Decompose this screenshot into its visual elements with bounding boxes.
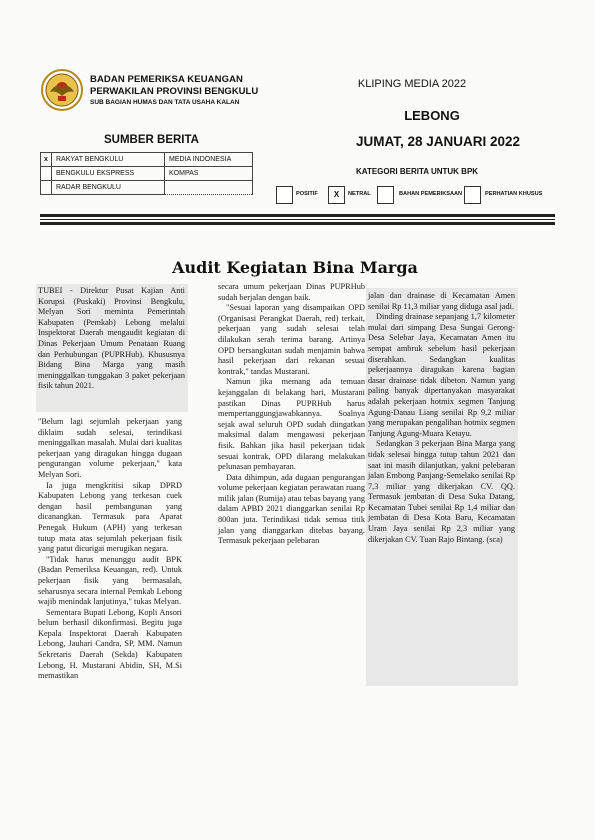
article-paragraph: jalan dan drainase di Kecamatan Amen senilai Rp 11,3 miliar yang diduga asal jadi. [368, 291, 515, 311]
source-mark [41, 181, 52, 195]
article-paragraph: Sedangkan 3 pekerjaan Bina Marga yang tidak selesai hingga tutup tahun 2021 dan saat ini masih dilanjutkan, yakni pelebaran jalan Embong Panjang-Semelako senilai Rp 7,3 miliar yang dikerjakan CV. QQ. Termasuk jembatan di Desa Suka Datang, Kecamatan Tubei senilai Rp 1,4 miliar dan jembatan di Desa Kota Baru, Kecamatan Uram Jaya senilai Rp 2,3 miliar yang dikerjakan CV. Tuan Rajo Bintang. (sca) [368, 439, 515, 544]
article-column-1-top [38, 286, 185, 392]
article-column-1-bottom [38, 417, 182, 682]
source-section-title: SUMBER BERITA [104, 134, 199, 146]
source-table [40, 152, 253, 195]
category-checkbox-positif [276, 186, 293, 204]
divider-rule [40, 214, 555, 217]
date-title: JUMAT, 28 JANUARI 2022 [355, 134, 521, 149]
category-checkbox-bahan [377, 186, 394, 204]
article-paragraph: Dinding drainase sepanjang 1,7 kilometer mulai dari simpang Desa Sungai Gerong-Desa Selebar Jaya, Kecamatan Amen itu sempat ambruk sebelum hasil pekerjaan diserahkan. Sedangkan kualitas pekerjaannya diragukan karena bagian dasar drainase tidak dibeton. Namun yang paling banyak dipertanyakan masyarakat adalah pekerjaan hotmix segmen Tanjung Agung-Danau Liang senilai Rp 9,2 miliar yang merupakan pengalihan hotmix segmen Tanjung Agung-Muara Ketayu. [368, 312, 515, 438]
source-row [41, 181, 253, 195]
article-paragraph: secara umum pekerjaan Dinas PUPRHub sudah berjalan dengan baik. [218, 282, 365, 302]
article-column-2 [218, 282, 365, 547]
article-paragraph: Namun jika memang ada temuan kejanggalan di belakang hari, Mustarani pastikan Dinas PUPRHub harus mempertanggungjawabkannya. Soalnya sejak awal seluruh OPD sudah diingatkan maksimal dalam mengawasi pekerjaan fisik. Bahkan jika hasil pekerjaan tidak sesuai kontrak, OPD dilarang melakukan pelunasan pembayaran. [218, 377, 365, 472]
category-checkbox-perhatian [464, 186, 481, 204]
source-name-blank [165, 181, 253, 195]
source-row [41, 167, 253, 181]
kliping-title: KLIPING MEDIA 2022 [357, 78, 467, 90]
source-row [41, 153, 253, 167]
divider-rule [40, 219, 555, 220]
category-label: NETRAL [348, 191, 371, 197]
article-paragraph: Data dihimpun, ada dugaan pengurangan volume pekerjaan kegiatan perawatan ruang milik jalan (Rumija) atau tebas bayang yang dalam APBD 2021 dianggarkan senilai Rp 800an juta. Terindikasi tidak semua titik jalan yang dianggarkan ditebas bayang. Termasuk pekerjaan pelebaran [218, 472, 365, 546]
category-options [276, 186, 556, 203]
category-label: POSITIF [296, 191, 318, 197]
region-title: LEBONG [404, 108, 460, 123]
category-title: KATEGORI BERITA UNTUK BPK [356, 167, 479, 176]
source-name: MEDIA INDONESIA [165, 153, 253, 167]
org-name-line2: PERWAKILAN PROVINSI BENGKULU [90, 86, 259, 97]
article-column-3 [368, 291, 515, 545]
source-name: RAKYAT BENGKULU [52, 153, 165, 167]
source-mark [41, 167, 52, 181]
org-name-line1: BADAN PEMERIKSA KEUANGAN [90, 74, 243, 85]
article-paragraph: "Belum lagi sejumlah pekerjaan yang diklaim sudah selesai, terindikasi meninggalkan masalah. Mulai dari kualitas pekerjaan yang diragukan hingga dugaan pengurangan volume pekerjaan," kata Melyan Sori. [38, 417, 182, 479]
article-paragraph: TUBEI - Direktur Pusat Kajian Anti Korupsi (Puskaki) Provinsi Bengkulu, Melyan Sori meminta Pemerintah Kabupaten (Pemkab) Lebong melalui Inspektorat Daerah mengaudit kegiatan di Dinas Pekerjaan Umum Penataan Ruang dan Perhubungan (PUPRHub). Khususnya Bidang Bina Marga yang masih meninggalkan tunggakan 3 paket pekerjaan fisik tahun 2021. [38, 286, 185, 391]
bpk-emblem-icon [40, 68, 84, 112]
source-name: KOMPAS [165, 167, 253, 181]
article-paragraph: Sementara Bupati Lebong, Kopli Ansori belum berhasil dikonfirmasi. Begitu juga Kepala Inspektorat Daerah Kabupaten Lebong, Jauhari Candra, SP, MM. Namun Sekretaris Daerah (Sekda) Kabupaten Lebong, H. Mustarani Abidin, SH, M.Si memastikan [38, 607, 182, 681]
category-checkbox-netral: X [328, 186, 345, 204]
org-name-line3: SUB BAGIAN HUMAS DAN TATA USAHA KALAN [90, 99, 240, 106]
divider-rule [40, 222, 555, 225]
source-name: BENGKULU EKSPRESS [52, 167, 165, 181]
source-mark: x [41, 153, 52, 167]
article-headline: Audit Kegiatan Bina Marga [172, 258, 418, 277]
category-label: BAHAN PEMERIKSAAN [399, 191, 463, 197]
source-name: RADAR BENGKULU [52, 181, 165, 195]
category-label: PERHATIAN KHUSUS [485, 191, 543, 197]
article-paragraph: "Tidak harus menunggu audit BPK (Badan Pemeriksa Keuangan, red). Untuk pekerjaan fisik yang bermasalah, seharusnya secara internal Pemkab Lebong wajib menindak lanjutinya," tukas Melyan. [38, 554, 182, 607]
article-paragraph: Ia juga mengkritisi sikap DPRD Kabupaten Lebong yang terkesan cuek dengan hasil pembangunan yang dicanangkan. Termasuk para Aparat Penegak Hukum (APH) yang terkesan tutup mata atas sejumlah pekerjaan fisik yang patut dicurigai merugikan negara. [38, 480, 182, 554]
article-paragraph: "Sesuai laporan yang disampaikan OPD (Organisasi Perangkat Daerah, red) terkait, pekerjaan yang sudah selesai telah dilakukan serah terima barang. Artinya OPD bersangkutan sudah menjamin bahwa hasil pekerjaan dari rekanan sesuai kontrak," tandas Mustarani. [218, 303, 365, 376]
